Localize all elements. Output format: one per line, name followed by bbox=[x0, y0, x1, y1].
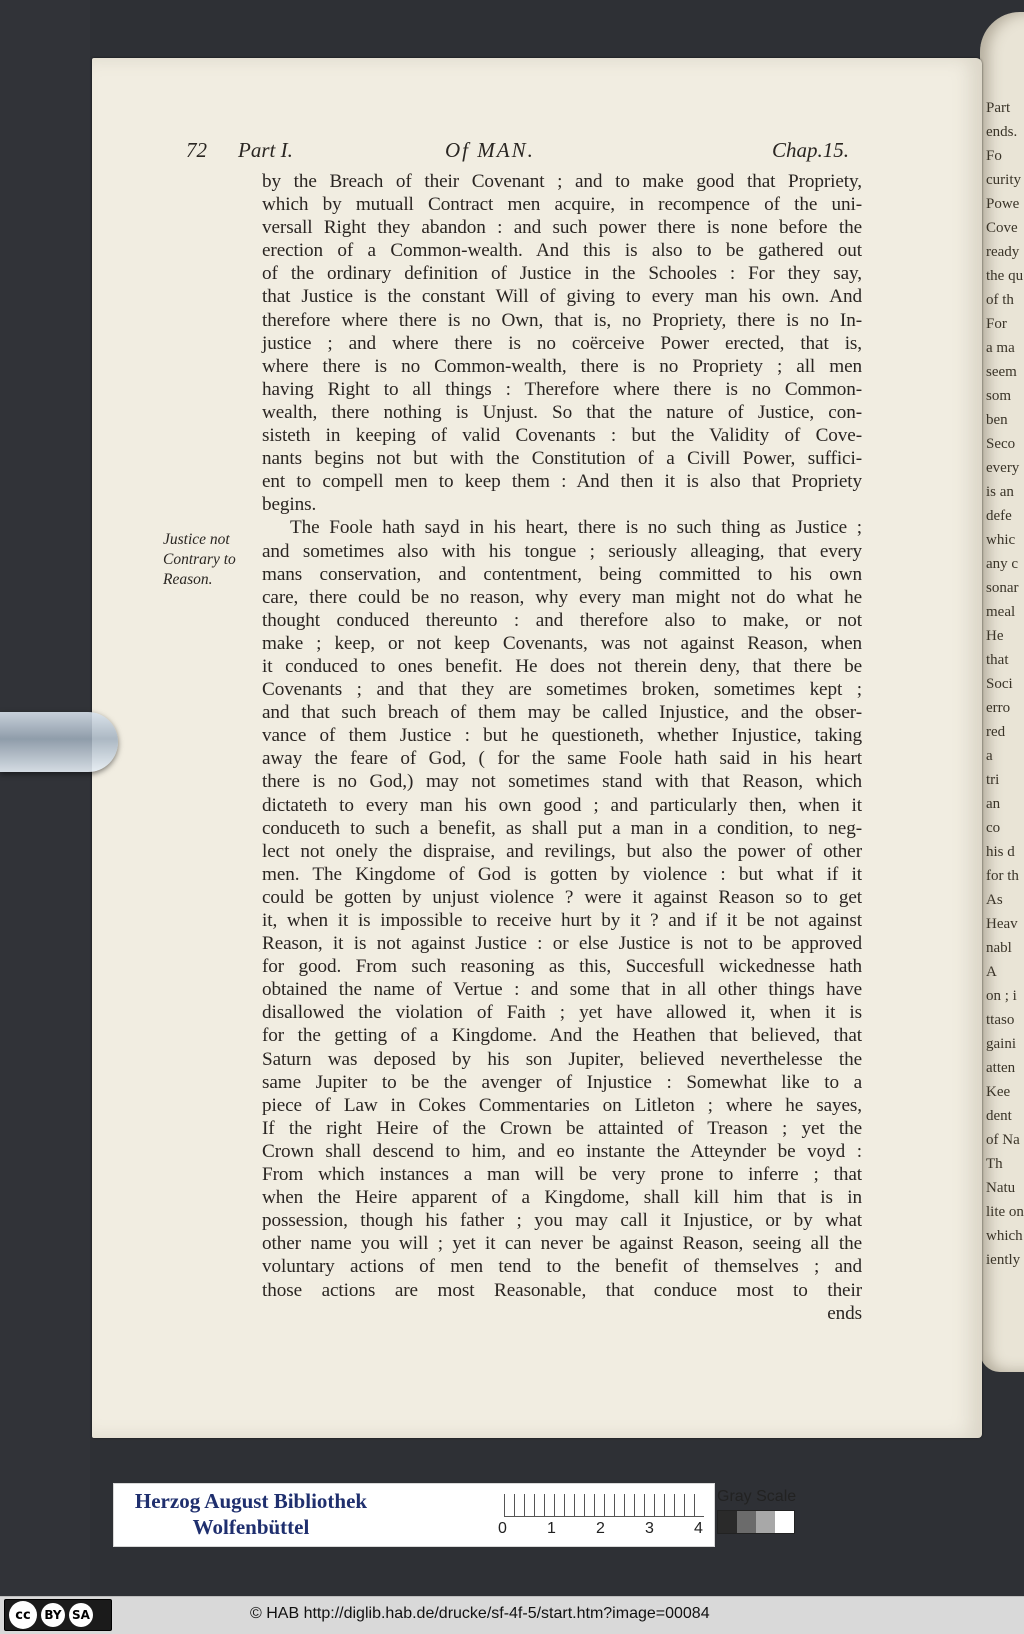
text-line: which by mutuall Contract men acquire, in recompence of the uni- bbox=[262, 194, 862, 216]
facing-page-fragment: iently bbox=[986, 1252, 1021, 1268]
facing-page-fragment: his d bbox=[986, 844, 1015, 860]
facing-page-fragment: lite on bbox=[986, 1204, 1024, 1220]
text-line: From which instances a man will be very prone to inferre ; that bbox=[262, 1164, 862, 1186]
catchword: ends bbox=[827, 1302, 862, 1324]
text-line: other name you will ; yet it can never be against Reason, seeing all the bbox=[262, 1233, 862, 1255]
ruler-number: 3 bbox=[645, 1520, 654, 1537]
license-badge[interactable] bbox=[4, 1599, 112, 1631]
text-line: Crown shall descend to him, and eo instante the Atteynder be voyd : bbox=[262, 1140, 862, 1162]
text-line: for the getting of a Kingdome. And the Heathen that believed, that bbox=[262, 1025, 862, 1047]
text-line: thought conduced thereunto : and therefore also to make, or not bbox=[262, 609, 862, 631]
facing-page-fragment: is an bbox=[986, 484, 1014, 500]
text-line: by the Breach of their Covenant ; and to make good that Propriety, bbox=[262, 171, 862, 192]
margin-note-line: Contrary to bbox=[163, 551, 236, 568]
page-holder-clip bbox=[0, 712, 118, 772]
chapter-title: Of MAN. bbox=[445, 138, 535, 162]
margin-note-line: Justice not bbox=[163, 531, 230, 548]
text-line: Saturn was deposed by his son Jupiter, believed neverthelesse the bbox=[262, 1048, 862, 1070]
source-link[interactable]: © HAB http://diglib.hab.de/drucke/sf-4f-5/start.htm?image=00084 bbox=[250, 1605, 710, 1622]
facing-page-fragment: ready bbox=[986, 244, 1020, 260]
facing-page-fragment: Soci bbox=[986, 676, 1013, 692]
facing-page-fragment: that bbox=[986, 652, 1009, 668]
text-line: lect not onely the dispraise, and revilings, but also the power of other bbox=[262, 840, 862, 862]
book-edge-left bbox=[0, 0, 90, 1600]
text-line: of the ordinary definition of Justice in the Schooles : For they say, bbox=[262, 263, 862, 285]
body-text bbox=[262, 170, 862, 1325]
ruler-number: 1 bbox=[547, 1520, 556, 1537]
facing-page-fragment: ben bbox=[986, 412, 1008, 428]
facing-page-fragment: of Na bbox=[986, 1132, 1020, 1148]
sa-icon: SA bbox=[69, 1603, 93, 1627]
text-line: Covenants ; and that they are sometimes broken, sometimes kept ; bbox=[262, 679, 862, 701]
facing-page-fragment: tri bbox=[986, 772, 1000, 788]
facing-page-fragment: Kee bbox=[986, 1084, 1011, 1100]
gray-swatch bbox=[775, 1511, 794, 1533]
chapter-number: Chap.15. bbox=[772, 138, 850, 162]
facing-page-fragment: for th bbox=[986, 868, 1019, 884]
text-line: and sometimes also with his tongue ; seriously alleaging, that every bbox=[262, 540, 862, 562]
facing-page-fragment: which bbox=[986, 1228, 1023, 1244]
text-line: conduceth to such a benefit, as shall put a man in a condition, to neg- bbox=[262, 817, 862, 839]
text-line: could be gotten by unjust violence ? were it against Reason so to get bbox=[262, 886, 862, 908]
text-line: that Justice is the constant Will of giving to every man his own. And bbox=[262, 286, 862, 308]
text-line: dictateth to every man his own good ; and particularly then, when it bbox=[262, 794, 862, 816]
margin-note bbox=[163, 530, 263, 590]
part-label: Part I. bbox=[238, 138, 293, 162]
text-line: If the right Heire of the Crown be attainted of Treason ; yet the bbox=[262, 1117, 862, 1139]
facing-page-fragment: an bbox=[986, 796, 1001, 812]
text-line: obtained the name of Vertue : and some that in all other things have bbox=[262, 979, 862, 1001]
facing-page-fragment: curity bbox=[986, 172, 1021, 188]
gray-scale-label: Gray Scale bbox=[717, 1488, 797, 1505]
facing-page-fragment: He bbox=[986, 628, 1004, 644]
text-line: erection of a Common-wealth. And this is also to be gathered out bbox=[262, 240, 862, 262]
ruler-number: 4 bbox=[694, 1520, 703, 1537]
running-head bbox=[0, 138, 1024, 168]
facing-page-edge bbox=[980, 12, 1024, 1372]
text-line: begins. bbox=[262, 494, 317, 516]
facing-page-fragment: som bbox=[986, 388, 1012, 404]
facing-page-fragment: Natu bbox=[986, 1180, 1016, 1196]
text-line: vance of them Justice : but he questioneth, whether Injustice, taking bbox=[262, 725, 862, 747]
library-city-line: Wolfenbüttel bbox=[192, 1515, 310, 1539]
ruler-ticks bbox=[504, 1494, 704, 1517]
text-line: it conduced to ones benefit. He does not therein deny, that there be bbox=[262, 655, 862, 677]
text-line: same Jupiter to be the avenger of Injustice : Somewhat like to a bbox=[262, 1071, 862, 1093]
facing-page-fragment: whic bbox=[986, 532, 1016, 548]
gray-scale-bar bbox=[717, 1510, 795, 1534]
facing-page-fragment: As bbox=[986, 892, 1003, 908]
facing-page-fragment: meal bbox=[986, 604, 1016, 620]
text-line: The Foole hath sayd in his heart, there is no such thing as Justice ; bbox=[290, 517, 862, 539]
facing-page-fragment: co bbox=[986, 820, 1001, 836]
library-name bbox=[126, 1488, 376, 1540]
text-line: therefore where there is no Own, that is, no Propriety, there is no In- bbox=[262, 309, 862, 331]
facing-page-fragment: every bbox=[986, 460, 1020, 476]
text-line: away the feare of God, ( for the same Foole hath said in his heart bbox=[262, 748, 862, 770]
facing-page-fragment: the qu bbox=[986, 268, 1024, 284]
library-label bbox=[113, 1483, 797, 1547]
facing-page-fragment: Th bbox=[986, 1156, 1003, 1172]
facing-page-fragment: Seco bbox=[986, 436, 1016, 452]
facing-page-fragment: For bbox=[986, 316, 1007, 332]
text-line: mans conservation, and contentment, being committed to his own bbox=[262, 563, 862, 585]
text-line: when the Heire apparent of a Kingdome, shall kill him that is in bbox=[262, 1187, 862, 1209]
text-line: piece of Law in Cokes Commentaries on Litleton ; where he sayes, bbox=[262, 1094, 862, 1116]
text-line: where there is no Common-wealth, there is no Propriety ; all men bbox=[262, 355, 862, 377]
text-line: justice ; and where there is no coërceive Power erected, that is, bbox=[262, 332, 862, 354]
facing-page-fragment: defe bbox=[986, 508, 1012, 524]
text-line: there is no God,) may not sometimes stand with that Reason, which bbox=[262, 771, 862, 793]
facing-page-fragment: seem bbox=[986, 364, 1017, 380]
library-name-line: Herzog August Bibliothek bbox=[134, 1489, 368, 1513]
facing-page-fragment: nabl bbox=[986, 940, 1012, 956]
text-line: having Right to all things : Therefore where there is no Common- bbox=[262, 378, 862, 400]
text-line: and that such breach of them may be called Injustice, and the obser- bbox=[262, 702, 862, 724]
facing-page-fragment: gaini bbox=[986, 1036, 1016, 1052]
footer-bar bbox=[0, 1596, 1024, 1634]
text-line: possession, though his father ; you may call it Injustice, or by what bbox=[262, 1210, 862, 1232]
facing-page-fragment: Part bbox=[986, 100, 1011, 116]
facing-page-fragment: any c bbox=[986, 556, 1019, 572]
text-line: men. The Kingdome of God is gotten by violence : but what if it bbox=[262, 863, 862, 885]
scale-ruler bbox=[386, 1490, 706, 1540]
facing-page-fragment: Heav bbox=[986, 916, 1018, 932]
facing-page-fragment: of th bbox=[986, 292, 1014, 308]
facing-page-fragment: A bbox=[986, 964, 997, 980]
gray-swatch bbox=[756, 1511, 775, 1533]
cc-icon: cc bbox=[9, 1601, 37, 1629]
facing-page-fragment: on ; i bbox=[986, 988, 1017, 1004]
facing-page-fragment: Powe bbox=[986, 196, 1020, 212]
text-line: those actions are most Reasonable, that conduce most to their bbox=[262, 1279, 862, 1301]
text-line: Reason, it is not against Justice : or else Justice is not to be approved bbox=[262, 933, 862, 955]
facing-page-fragment: ttaso bbox=[986, 1012, 1015, 1028]
text-line: nants begins not but with the Constitution of a Civill Power, suffici- bbox=[262, 448, 862, 470]
text-line: disallowed the violation of Faith ; yet have allowed it, when it is bbox=[262, 1002, 862, 1024]
facing-page-fragment: red bbox=[986, 724, 1006, 740]
text-line: ent to compell men to keep them : And then it is also that Propriety bbox=[262, 471, 862, 493]
margin-note-line: Reason. bbox=[163, 571, 213, 588]
text-line: sisteth in keeping of valid Covenants : but the Validity of Cove- bbox=[262, 425, 862, 447]
ruler-number: 2 bbox=[596, 1520, 605, 1537]
page-number: 72 bbox=[186, 138, 207, 162]
text-line: for good. From such reasoning as this, Succesfull wickednesse hath bbox=[262, 956, 862, 978]
gray-swatch bbox=[737, 1511, 756, 1533]
text-line: wealth, there nothing is Unjust. So that the nature of Justice, con- bbox=[262, 401, 862, 423]
facing-page-fragment: ends. bbox=[986, 124, 1018, 140]
text-line: voluntary actions of men tend to the benefit of themselves ; and bbox=[262, 1256, 862, 1278]
text-line: make ; keep, or not keep Covenants, was not against Reason, when bbox=[262, 632, 862, 654]
facing-page-fragment: dent bbox=[986, 1108, 1012, 1124]
ruler-number: 0 bbox=[498, 1520, 507, 1537]
facing-page-fragment: Fo bbox=[986, 148, 1002, 164]
facing-page-fragment: erro bbox=[986, 700, 1011, 716]
facing-page-fragment: sonar bbox=[986, 580, 1019, 596]
facing-page-fragment: a bbox=[986, 748, 993, 764]
text-line: versall Right they abandon : and such power there is none before the bbox=[262, 217, 862, 239]
text-line: it, when it is impossible to receive hurt by it ? and if it be not against bbox=[262, 910, 862, 931]
facing-page-fragment: Cove bbox=[986, 220, 1018, 236]
facing-page-fragment: atten bbox=[986, 1060, 1016, 1076]
facing-page-fragment: a ma bbox=[986, 340, 1015, 356]
gray-swatch bbox=[718, 1511, 737, 1533]
text-line: care, there could be no reason, why every man might not do what he bbox=[262, 586, 862, 608]
gray-scale bbox=[717, 1488, 807, 1534]
by-icon: BY bbox=[41, 1603, 65, 1627]
